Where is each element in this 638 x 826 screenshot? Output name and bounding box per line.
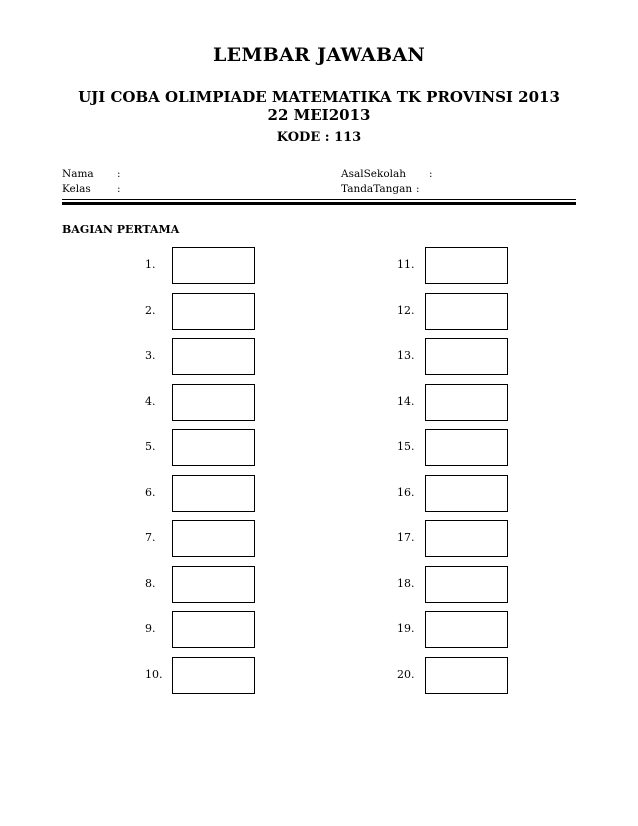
asal-sekolah-colon: : <box>429 168 433 180</box>
answer-box[interactable] <box>172 384 255 421</box>
answer-box[interactable] <box>172 247 255 284</box>
question-number-label: 7. <box>145 531 156 544</box>
question-number-label: 8. <box>145 576 156 590</box>
answer-box[interactable] <box>425 247 508 284</box>
answer-box[interactable] <box>425 338 508 375</box>
question-number-label: 4. <box>145 394 156 408</box>
question-number-label: 16. <box>397 485 415 499</box>
page-title: LEMBAR JAWABAN <box>212 44 426 66</box>
kelas-colon: : <box>117 183 121 195</box>
answer-box[interactable] <box>172 520 255 557</box>
question-number-label: 13. <box>397 349 415 362</box>
question-number-label: 20. <box>397 667 415 681</box>
answer-box[interactable] <box>425 429 508 466</box>
answer-box[interactable] <box>172 657 255 694</box>
answer-box[interactable] <box>425 657 508 694</box>
question-number-label: 1. <box>145 258 156 271</box>
answer-box[interactable] <box>425 611 508 648</box>
answer-box[interactable] <box>425 384 508 421</box>
question-number-label: 6. <box>145 485 156 499</box>
question-number-label: 12. <box>397 303 415 317</box>
question-number-label: 2. <box>145 303 156 317</box>
exam-code: KODE : 113 <box>276 130 362 145</box>
answer-box[interactable] <box>172 338 255 375</box>
tanda-tangan-label: TandaTangan <box>341 183 413 195</box>
tanda-tangan-colon: : <box>416 183 420 195</box>
question-number-label: 14. <box>397 394 415 408</box>
answer-box[interactable] <box>172 429 255 466</box>
question-number-label: 19. <box>397 622 415 635</box>
question-number-label: 10. <box>145 667 163 681</box>
divider-thick <box>62 202 576 205</box>
exam-subtitle <box>0 88 638 124</box>
section-title: BAGIAN PERTAMA <box>62 223 180 236</box>
question-number-label: 18. <box>397 576 415 590</box>
divider-thin <box>62 199 576 200</box>
nama-label: Nama <box>62 168 94 180</box>
asal-sekolah-label: AsalSekolah <box>341 168 407 180</box>
answer-box[interactable] <box>425 520 508 557</box>
answer-box[interactable] <box>172 293 255 330</box>
question-number-label: 5. <box>145 440 156 453</box>
answer-box[interactable] <box>425 475 508 512</box>
answer-box[interactable] <box>172 475 255 512</box>
exam-date: 22 MEI2013 <box>267 106 371 124</box>
answer-box[interactable] <box>425 293 508 330</box>
question-number-label: 15. <box>397 440 415 453</box>
question-number-label: 9. <box>145 622 156 635</box>
nama-colon: : <box>117 168 121 180</box>
question-number-label: 3. <box>145 349 156 362</box>
answer-box[interactable] <box>425 566 508 603</box>
answer-box[interactable] <box>172 611 255 648</box>
question-number-label: 17. <box>397 531 415 544</box>
question-number-label: 11. <box>397 258 415 271</box>
exam-name: UJI COBA OLIMPIADE MATEMATIKA TK PROVINSI 2013 <box>78 88 560 106</box>
kelas-label: Kelas <box>62 183 91 195</box>
answer-box[interactable] <box>172 566 255 603</box>
